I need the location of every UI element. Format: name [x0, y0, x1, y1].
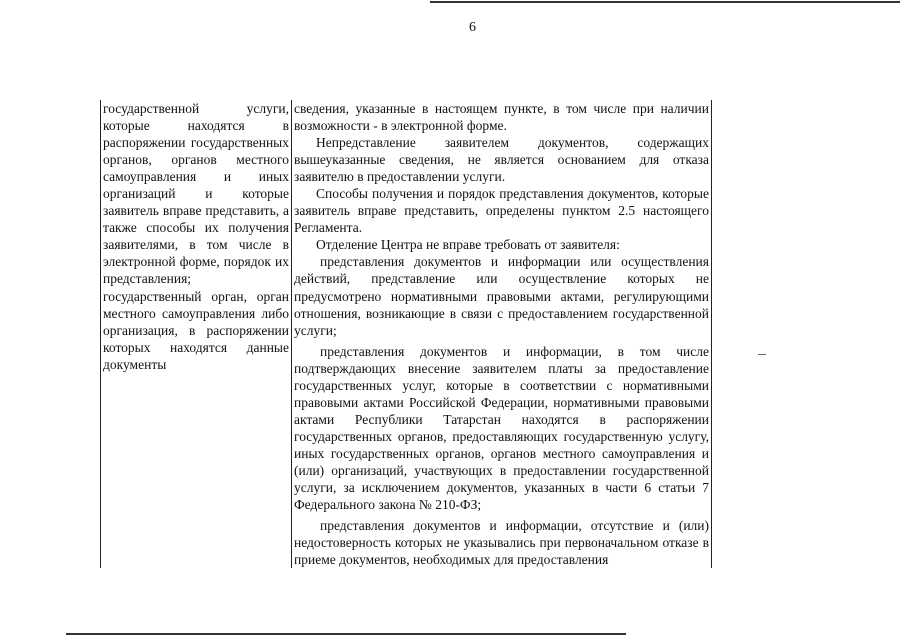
right-column-cell	[292, 100, 712, 568]
left-column-cell	[101, 100, 292, 568]
top-scan-rule	[430, 1, 900, 3]
table-row	[101, 100, 712, 568]
paragraph-non-submission: Непредставление заявителем документов, содержащих вышеуказанные сведения, не является основанием для отказа заявителю в предоставлении услуги.	[294, 135, 709, 185]
paragraph-prohibitions-intro: Отделение Центра не вправе требовать от заявителя:	[316, 237, 620, 253]
page-number: 6	[469, 20, 476, 35]
paragraph-submission-methods: Способы получения и порядок представления документов, которые заявитель вправе представить, определены пунктом 2.5 настоящего Регламента.	[294, 186, 709, 236]
regulation-table	[100, 100, 712, 568]
prohibition-item-3: представления документов и информации, отсутствие и (или) недостоверность которых не указывались при первоначальном отказе в приеме документов, необходимых для предоставления	[294, 518, 709, 568]
prohibition-item-2: представления документов и информации, в том числе подтверждающих внесение заявителем платы за предоставление государственных услуг, которые в соответствии с нормативными правовыми актами Российской Федерации, нормативными правовыми актами Республики Татарстан находятся в распоряжении государственных органов, предоставляющих государственную услугу, иных государственных органов, органов местного самоуправления и (или) организаций, участвующих в предоставлении государственной услуги, за исключением документов, указанных в части 6 статьи 7 Федерального закона № 210-ФЗ;	[294, 343, 709, 513]
left-column-text: государственной услуги, которые находятся в распоряжении государственных органов, органов местного самоуправления и иных организаций и которые заявитель вправе представить, а также способы их получения заявителями, в том числе в электронной форме, порядок их представления; государственный орган, орган местного самоуправления либо организация, в распоряжении которых находятся данные документы	[103, 101, 289, 372]
paragraph-continuation: сведения, указанные в настоящем пункте, в том числе при наличии возможности - в электронной форме.	[294, 101, 709, 134]
bottom-scan-rule	[66, 633, 626, 635]
margin-scan-mark	[758, 354, 766, 355]
prohibition-item-1: представления документов и информации или осуществления действий, представление или осуществление которых не предусмотрено нормативными правовыми актами, регулирующими отношения, возникающие в связи с предоставлением государственной услуги;	[294, 254, 709, 338]
